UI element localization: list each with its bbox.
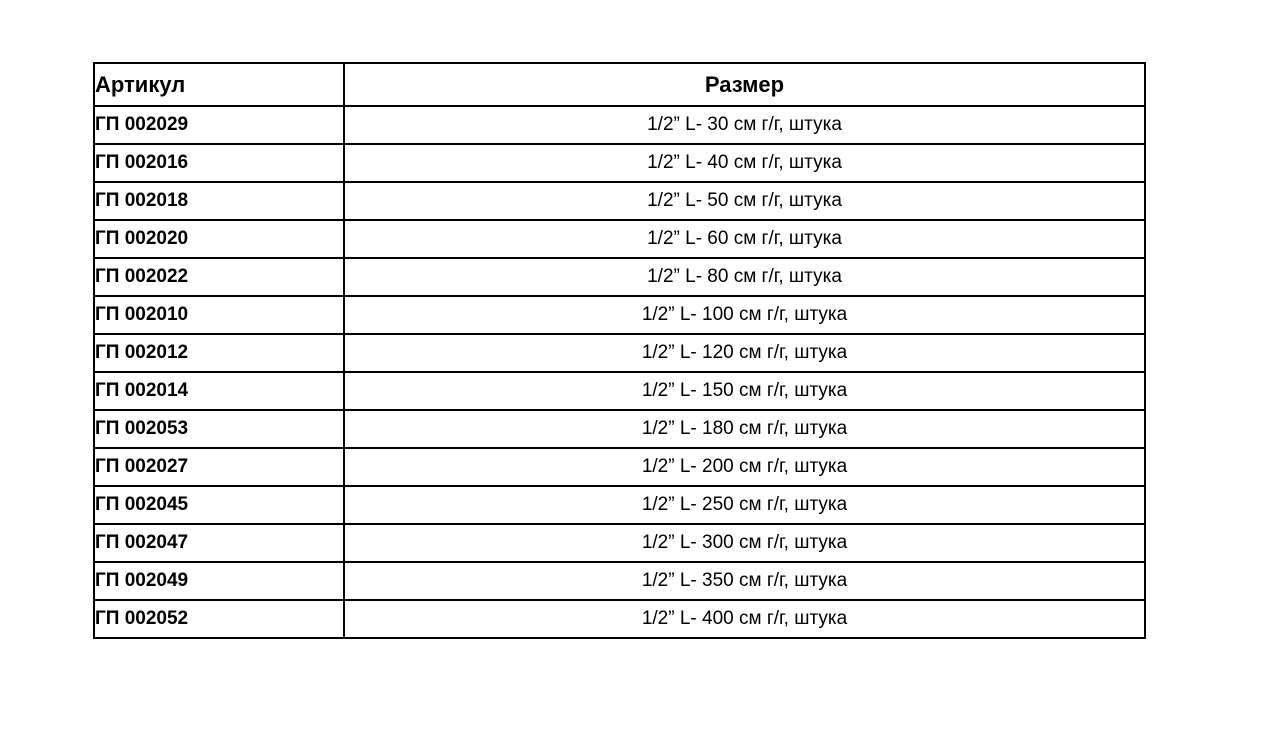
column-header-size: Размер <box>344 63 1145 106</box>
size-cell: 1/2” L- 300 см г/г, штука <box>344 524 1145 562</box>
size-cell: 1/2” L- 150 см г/г, штука <box>344 372 1145 410</box>
sku-cell: ГП 002022 <box>94 258 344 296</box>
table-row <box>94 258 1145 296</box>
header-row <box>94 63 1145 106</box>
table-row <box>94 144 1145 182</box>
size-cell: 1/2” L- 350 см г/г, штука <box>344 562 1145 600</box>
sku-cell: ГП 002012 <box>94 334 344 372</box>
sku-cell: ГП 002010 <box>94 296 344 334</box>
size-cell: 1/2” L- 60 см г/г, штука <box>344 220 1145 258</box>
size-cell: 1/2” L- 120 см г/г, штука <box>344 334 1145 372</box>
size-cell: 1/2” L- 180 см г/г, штука <box>344 410 1145 448</box>
table-row <box>94 220 1145 258</box>
table-row <box>94 182 1145 220</box>
sku-cell: ГП 002047 <box>94 524 344 562</box>
sku-cell: ГП 002020 <box>94 220 344 258</box>
sku-cell: ГП 002029 <box>94 106 344 144</box>
sku-cell: ГП 002052 <box>94 600 344 638</box>
sku-cell: ГП 002016 <box>94 144 344 182</box>
sku-cell: ГП 002027 <box>94 448 344 486</box>
sku-cell: ГП 002018 <box>94 182 344 220</box>
table-row <box>94 448 1145 486</box>
size-cell: 1/2” L- 100 см г/г, штука <box>344 296 1145 334</box>
size-cell: 1/2” L- 80 см г/г, штука <box>344 258 1145 296</box>
table-row <box>94 334 1145 372</box>
size-cell: 1/2” L- 200 см г/г, штука <box>344 448 1145 486</box>
size-cell: 1/2” L- 50 см г/г, штука <box>344 182 1145 220</box>
size-cell: 1/2” L- 30 см г/г, штука <box>344 106 1145 144</box>
table-header <box>94 63 1145 106</box>
table-row <box>94 486 1145 524</box>
table-row <box>94 106 1145 144</box>
table-row <box>94 410 1145 448</box>
size-cell: 1/2” L- 250 см г/г, штука <box>344 486 1145 524</box>
sku-cell: ГП 002045 <box>94 486 344 524</box>
sku-cell: ГП 002014 <box>94 372 344 410</box>
table-row <box>94 372 1145 410</box>
sku-cell: ГП 002053 <box>94 410 344 448</box>
table-row <box>94 296 1145 334</box>
size-cell: 1/2” L- 400 см г/г, штука <box>344 600 1145 638</box>
product-table <box>93 62 1146 639</box>
size-cell: 1/2” L- 40 см г/г, штука <box>344 144 1145 182</box>
table-row <box>94 562 1145 600</box>
table-row <box>94 524 1145 562</box>
table-body <box>94 106 1145 638</box>
table-row <box>94 600 1145 638</box>
sku-cell: ГП 002049 <box>94 562 344 600</box>
column-header-sku: Артикул <box>94 63 344 106</box>
